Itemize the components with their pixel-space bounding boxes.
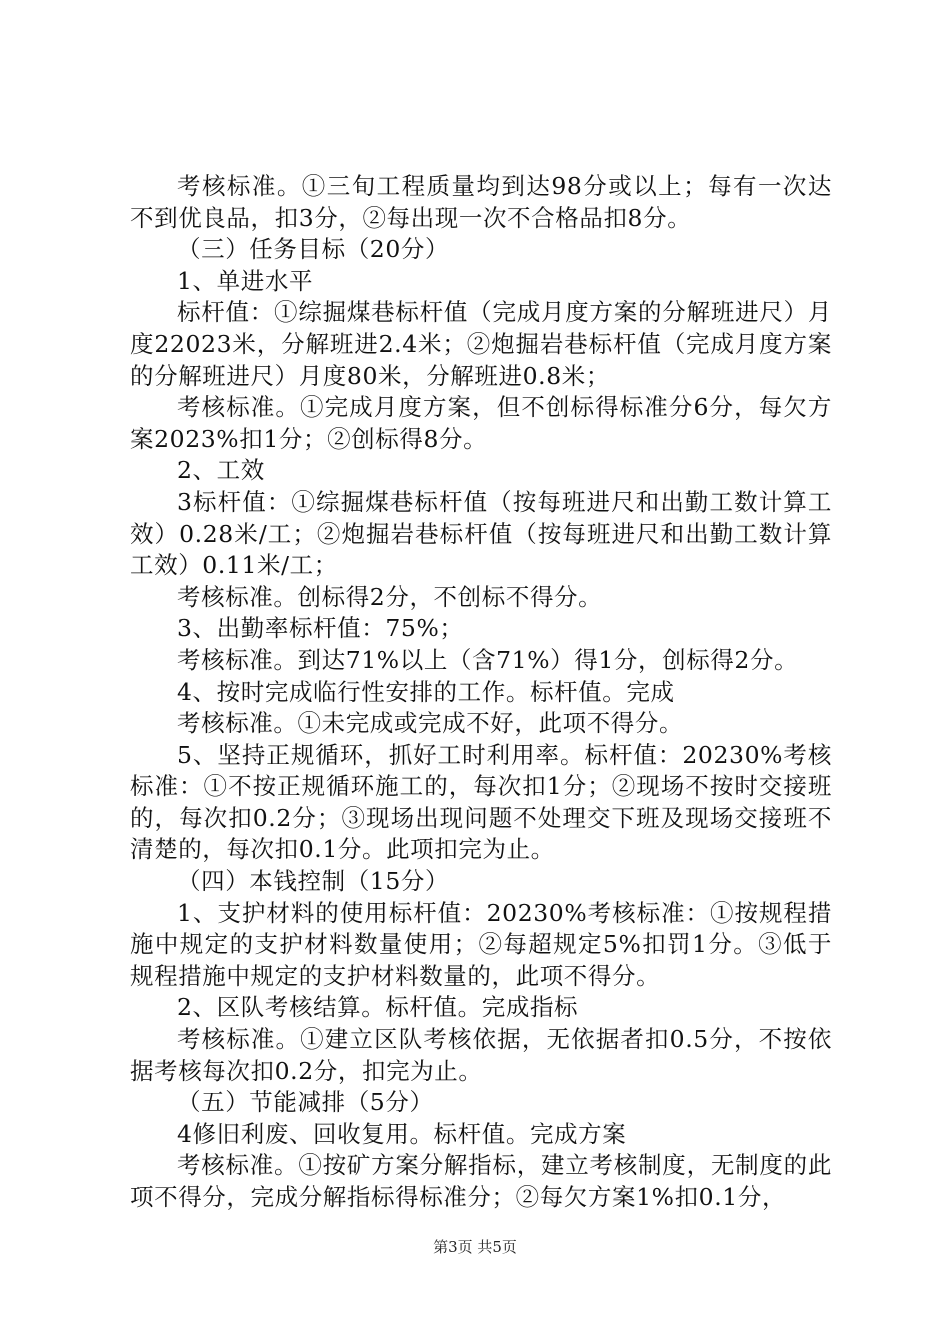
paragraph: 考核标准。到达71%以上（含71%）得1分，创标得2分。 bbox=[177, 645, 799, 674]
paragraph: 3、出勤率标杆值：75%； bbox=[177, 614, 464, 643]
paragraph: 考核标准。①建立区队考核依据，无依据者扣0.5分，不按依据考核每次扣0.2分，扣完为止。 bbox=[130, 1025, 832, 1085]
document-body bbox=[130, 171, 832, 1214]
subsection-heading: 2、工效 bbox=[177, 456, 265, 485]
page-footer bbox=[0, 1236, 950, 1257]
paragraph: 5、坚持正规循环，抓好工时利用率。标杆值：20230%考核标准：①不按正规循环施工的，每次扣1分；②现场不按时交接班的，每次扣0.2分；③现场出现问题不处理交下班及现场交接班不清楚的，每次扣0.1分。此项扣完为止。 bbox=[130, 740, 832, 864]
page-number: 第3页 共5页 bbox=[433, 1238, 517, 1256]
paragraph: 1、支护材料的使用标杆值：20230%考核标准：①按规程措施中规定的支护材料数量使用；②每超规定5%扣罚1分。③低于规程措施中规定的支护材料数量的，此项不得分。 bbox=[130, 898, 832, 990]
subsection-heading: 1、单进水平 bbox=[177, 266, 314, 295]
section-heading: （三）任务目标（20分） bbox=[177, 235, 450, 264]
paragraph: 标杆值：①综掘煤巷标杆值（完成月度方案的分解班进尺）月度22023米，分解班进2.4米；②炮掘岩巷标杆值（完成月度方案的分解班进尺）月度80米，分解班进0.8米； bbox=[130, 298, 832, 390]
paragraph: 考核标准。创标得2分，不创标不得分。 bbox=[177, 582, 603, 611]
paragraph: 考核标准。①完成月度方案，但不创标得标准分6分，每欠方案2023%扣1分；②创标得8分。 bbox=[130, 393, 832, 453]
paragraph: 考核标准。①三旬工程质量均到达98分或以上；每有一次达不到优良品，扣3分，②每出现一次不合格品扣8分。 bbox=[130, 172, 832, 232]
section-heading: （五）节能减排（5分） bbox=[177, 1088, 434, 1117]
paragraph: 2、区队考核结算。标杆值。完成指标 bbox=[177, 993, 579, 1022]
paragraph: 考核标准。①按矿方案分解指标，建立考核制度，无制度的此项不得分，完成分解指标得标准分；②每欠方案1%扣0.1分， bbox=[130, 1151, 832, 1211]
paragraph: 3标杆值：①综掘煤巷标杆值（按每班进尺和出勤工数计算工效）0.28米/工；②炮掘岩巷标杆值（按每班进尺和出勤工数计算工效）0.11米/工； bbox=[130, 487, 832, 580]
section-heading: （四）本钱控制（15分） bbox=[177, 867, 450, 896]
paragraph: 考核标准。①未完成或完成不好，此项不得分。 bbox=[177, 709, 684, 738]
paragraph: 4、按时完成临行性安排的工作。标杆值。完成 bbox=[177, 677, 675, 706]
paragraph: 4修旧利废、回收复用。标杆值。完成方案 bbox=[177, 1119, 627, 1148]
